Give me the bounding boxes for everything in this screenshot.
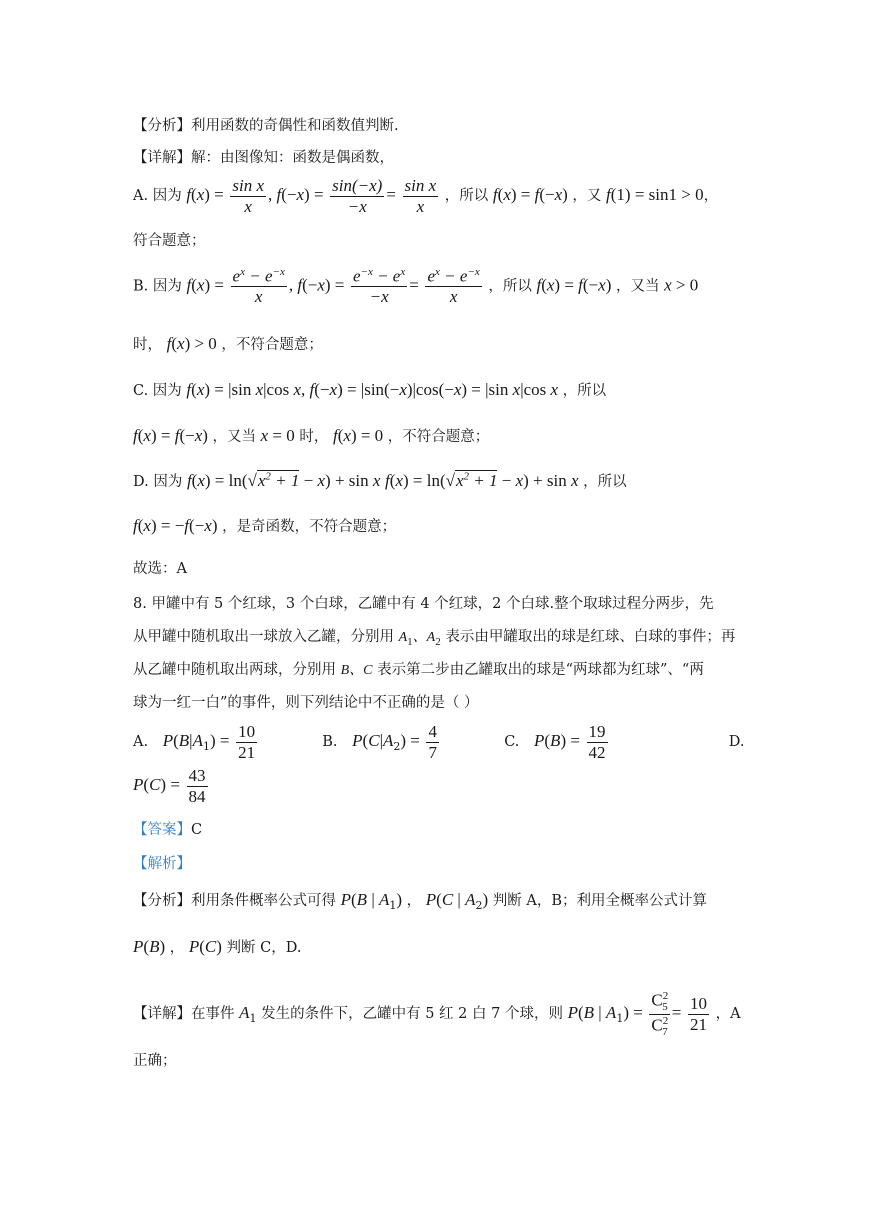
analysis-line-1: 【分析】利用函数的奇偶性和函数值判断. [133, 118, 399, 134]
fraction: $\frac{10}{21}$ [689, 994, 707, 1034]
fraction: $\frac{43}{84}$ [188, 766, 206, 806]
q8-line-3: 从乙罐中随机取出两球，分别用 B、C 表示第二步由乙罐取出的球是“两球都为红球”、“两 [133, 662, 704, 678]
fraction: $\frac{10}{21}$ [238, 722, 256, 762]
choose-line: 故选：A [133, 561, 187, 577]
solution-d-line-2: f(x) = −f(−x) ，是奇函数，不符合题意； [133, 516, 397, 535]
q8-option-d: P(C) = $\frac{43}{84}$ [133, 766, 206, 806]
fraction: $\frac{e^{-x} - e^x}{-x}$ [352, 266, 406, 307]
fraction: $\frac{\sin(-x)}{-x}$ [332, 176, 383, 216]
solution-a-line-2: 符合题意； [133, 233, 206, 249]
solution-c-line-2: f(x) = f(−x) ，又当 x = 0 时， f(x) = 0 ，不符合题意； [133, 426, 490, 445]
fraction: $\frac{e^x - e^{-x}}{x}$ [427, 266, 480, 307]
solution-a-line: A. 因为 f(x) = $\frac{\text{sin x}}{x}$ , f(−x) = $\frac{\sin(-x)}{-x}$ = $\frac{\text{sin x}}{x}$ ，所以 f(x) = f(−x) ，又 f(1) = sin1 > 0， [133, 176, 719, 216]
q8-line-1: 8. 甲罐中有 5 个红球，3 个白球，乙罐中有 4 个红球，2 个白球.整个取球过程分两步，先 [133, 596, 714, 612]
fraction: $\frac{19}{42}$ [588, 722, 606, 762]
fraction: $\frac{\text{sin x}}{x}$ [404, 176, 437, 216]
fraction: $\frac{\text{sin x}}{x}$ [232, 176, 265, 216]
fraction: $\frac{4}{7}$ [428, 722, 437, 762]
q8-options: A. $P(B|A_1)$ = $\frac{10}{21}$ B. $P(C|A_2)$ = $\frac{4}{7}$ C. P(B) = $\frac{19}{42}$ D. [133, 722, 745, 762]
fraction: $\frac{e^x - e^{-x}}{x}$ [232, 266, 285, 307]
detail-line-1: 【详解】解：由图像知：函数是偶函数， [133, 150, 394, 166]
solution-c-line: C. 因为 f(x) = |sin x|cos x, f(−x) = |sin(−x)|cos(−x) = |sin x|cos x ，所以 [133, 380, 607, 399]
solution-d-line: D. 因为 $f(x) = \ln(√x^2 + 1 - x) + \sin x$ $f(x) = \ln(√x^2 + 1 - x) + \sin x$ ，所以 [133, 470, 627, 490]
answer-line: 【答案】C [133, 822, 203, 838]
q8-line-4: 球为一红一白”的事件，则下列结论中不正确的是（ ） [133, 695, 479, 711]
detail-line-2: 【详解】在事件 $A_1$ 发生的条件下，乙罐中有 5 红 2 白 7 个球，则 P(B | $A_1$) = $\frac{C^2_5}{C^2_7}$ = $\frac{10}{21}$ ，A [133, 990, 741, 1038]
detail-line-3: 正确； [133, 1053, 177, 1069]
analysis-label: 【解析】 [133, 856, 191, 872]
fraction: $\frac{C^2_5}{C^2_7}$ [651, 990, 669, 1038]
solution-b-line-2: 时， f(x) > 0 ，不符合题意； [133, 334, 323, 353]
analysis-line-2: 【分析】利用条件概率公式可得 P(B | $A_1$) ， P(C | $A_2$) 判断 A，B；利用全概率公式计算 [133, 890, 707, 912]
q8-line-2: 从甲罐中随机取出一球放入乙罐，分别用 $A_1$、$A_2$ 表示由甲罐取出的球是红球、白球的事件；再 [133, 629, 736, 648]
analysis-line-3: P(B) ， P(C) 判断 C，D. [133, 937, 302, 956]
solution-b-line: B. 因为 f(x) = $\frac{e^x - e^{-x}}{x}$ , f(−x) = $\frac{e^{-x} - e^x}{-x}$ = $\frac{e^x - e^{-x}}{x}$ ，所以 f(x) = f(−x) ，又当 x > 0 [133, 266, 699, 307]
